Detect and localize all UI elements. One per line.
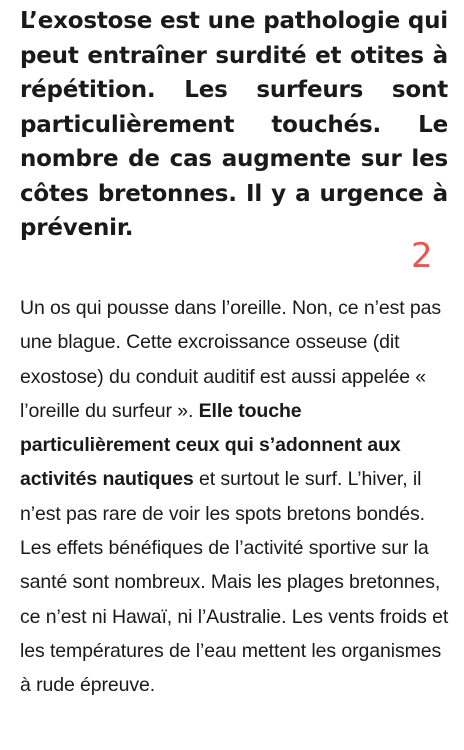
paragraph-text-end: et surtout le surf. L’hiver, il n’est pas rare de voir les spots bretons bondés. Les effets bénéfiques de l’activité sportive sur la santé sont nombreux. Mais les plages bretonnes, ce n’est ni Hawaï, ni l’Australie. Les vents froids et les températures de l’eau mettent les organismes à rude épreuve. — [20, 468, 449, 697]
page-number-marker: 2 — [411, 236, 433, 276]
article-paragraph — [20, 291, 450, 703]
paragraph-text-start: Un os qui pousse dans l’oreille. Non, ce n’est pas une blague. Cette excroissance osseuse (dit exostose) du conduit auditif est aussi appelée « l’oreille du surfeur ». — [20, 297, 441, 422]
paragraph-bold-highlight: Elle touche particulièrement ceux qui s’adonnent aux activités nautiques — [20, 399, 401, 491]
article-lead: L’exostose est une pathologie qui peut entraîner surdité et otites à répétition. Les surfeurs sont particulièrement touchés. Le nombre de cas augmente sur les côtes bretonnes. Il y a urgence à prévenir. — [20, 8, 448, 241]
